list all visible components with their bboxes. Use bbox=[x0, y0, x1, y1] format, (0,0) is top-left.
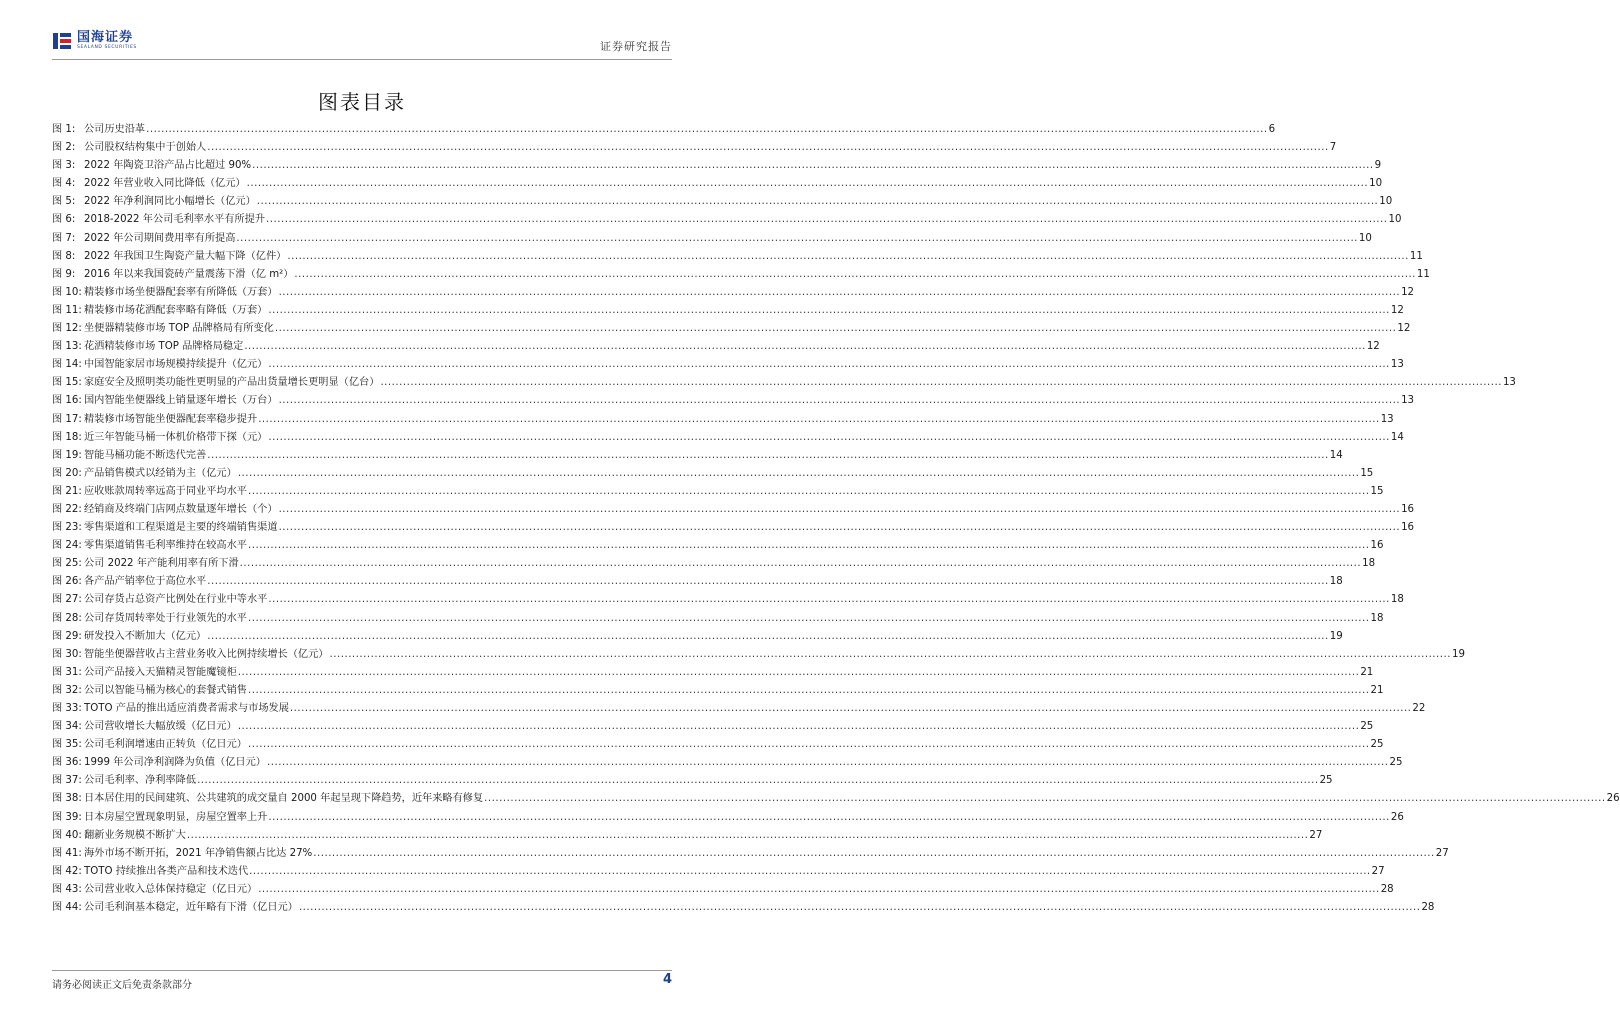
toc-entry-page[interactable]: 11 bbox=[1409, 250, 1423, 262]
toc-entry-page[interactable]: 25 bbox=[1360, 721, 1374, 733]
toc-entry[interactable] bbox=[52, 248, 1423, 266]
toc-entry-title[interactable]: 翻新业务规模不断扩大 bbox=[84, 829, 186, 841]
toc-entry[interactable] bbox=[52, 211, 1402, 229]
toc-entry-page[interactable]: 22 bbox=[1412, 703, 1426, 714]
toc-leader-dots bbox=[484, 790, 1606, 808]
toc-entry-title[interactable]: TOTO 持续推出各类产品和技术迭代 bbox=[84, 865, 249, 877]
disclaimer-note: 请务必阅读正文后免责条款部分 bbox=[52, 980, 192, 991]
toc-leader-dots bbox=[268, 809, 1390, 827]
toc-entry-title[interactable]: 产品销售模式以经销为主（亿元） bbox=[84, 467, 237, 479]
toc-leader-dots bbox=[207, 573, 1329, 591]
toc-entry-label: 图 8: bbox=[52, 250, 76, 262]
toc-entry[interactable] bbox=[52, 664, 1374, 682]
toc-leader-dots bbox=[248, 736, 1370, 754]
toc-entry-title[interactable]: 坐便器精装修市场 TOP 品牌格局有所变化 bbox=[84, 323, 274, 335]
toc-entry-title[interactable]: 2018-2022 年公司毛利率水平有所提升 bbox=[84, 214, 266, 226]
toc-leader-dots bbox=[238, 465, 1360, 483]
toc-entry-label: 图 26: bbox=[52, 576, 82, 588]
toc-entry-page[interactable]: 21 bbox=[1370, 684, 1384, 696]
toc-entry[interactable] bbox=[52, 411, 1394, 429]
toc-entry-page[interactable]: 10 bbox=[1388, 214, 1402, 226]
toc-entry[interactable] bbox=[52, 121, 1276, 139]
toc-entry[interactable] bbox=[52, 302, 1404, 320]
toc-entry-label: 图 23: bbox=[52, 522, 82, 534]
logo-name-cn: 国海证券 bbox=[77, 30, 134, 46]
toc-entry[interactable] bbox=[52, 374, 1516, 392]
toc-entry-page[interactable]: 21 bbox=[1360, 666, 1374, 678]
sealand-logo-icon bbox=[52, 31, 72, 51]
toc-entry-title[interactable]: 中国智能家居市场规模持续提升（亿元） bbox=[84, 359, 268, 371]
toc-entry-title[interactable]: 近三年智能马桶一体机价格带下探（元） bbox=[84, 431, 268, 443]
header-divider bbox=[52, 59, 672, 60]
toc-leader-dots bbox=[268, 356, 1390, 374]
logo-name-en: SEALAND SECURITIES bbox=[77, 45, 137, 51]
toc-entry-title[interactable]: 公司营收增长大幅放缓（亿日元） bbox=[84, 721, 237, 733]
toc-entry-label: 图 6: bbox=[52, 214, 76, 226]
toc-entry-label: 图 31: bbox=[52, 666, 82, 678]
toc-entry[interactable] bbox=[52, 700, 1426, 718]
toc-entry-label: 图 35: bbox=[52, 739, 82, 751]
toc-entry[interactable] bbox=[52, 338, 1380, 356]
toc-entry-label: 图 9: bbox=[52, 268, 76, 280]
toc-entry-page[interactable]: 16 bbox=[1370, 540, 1384, 552]
toc-leader-dots bbox=[279, 284, 1401, 302]
toc-leader-dots bbox=[268, 429, 1390, 447]
toc-entry-page[interactable]: 16 bbox=[1401, 503, 1415, 515]
toc-entry-title[interactable]: 精装修市场花洒配套率略有降低（万套） bbox=[84, 304, 268, 316]
report-type: 证券研究报告 bbox=[600, 40, 672, 53]
toc-entry-label: 图 5: bbox=[52, 196, 76, 208]
toc-entry-title[interactable]: 日本居住用的民间建筑、公共建筑的成交量自 2000 年起呈现下降趋势，近年来略有修复 bbox=[84, 793, 484, 805]
toc-entry[interactable] bbox=[52, 356, 1404, 374]
toc-entry-label: 图 22: bbox=[52, 503, 82, 515]
toc-entry-title[interactable]: 公司股权结构集中于创始人 bbox=[84, 142, 207, 154]
toc-leader-dots bbox=[252, 157, 1374, 175]
toc-entry[interactable] bbox=[52, 718, 1374, 736]
toc-entry-title[interactable]: 公司存货占总资产比例处在行业中等水平 bbox=[84, 594, 268, 606]
toc-leader-dots bbox=[247, 175, 1369, 193]
toc-leader-dots bbox=[279, 501, 1401, 519]
toc-entry[interactable] bbox=[52, 754, 1403, 772]
toc-entry-label: 图 11: bbox=[52, 304, 82, 316]
toc-entry-title[interactable]: 2022 年我国卫生陶瓷产量大幅下降（亿件） bbox=[84, 250, 287, 262]
toc-entry[interactable] bbox=[52, 809, 1404, 827]
toc-entry-page[interactable]: 12 bbox=[1390, 304, 1404, 316]
toc-leader-dots bbox=[238, 664, 1360, 682]
toc-entry-page[interactable]: 19 bbox=[1452, 648, 1465, 660]
toc-entry-page[interactable]: 18 bbox=[1390, 594, 1404, 606]
toc-entry-label: 图 41: bbox=[52, 847, 82, 859]
toc-leader-dots bbox=[207, 447, 1329, 465]
toc-entry[interactable] bbox=[52, 899, 1435, 917]
toc-entry-page[interactable]: 27 bbox=[1435, 847, 1449, 859]
toc-entry-title[interactable]: 海外市场不断开拓，2021 年净销售额占比达 27% bbox=[84, 847, 313, 859]
toc-entry-label: 图 7: bbox=[52, 232, 76, 244]
toc-entry-label: 图 33: bbox=[52, 703, 82, 714]
toc-entry-page[interactable]: 9 bbox=[1374, 160, 1382, 172]
toc-entry-title[interactable]: 花洒精装修市场 TOP 品牌格局稳定 bbox=[84, 341, 244, 353]
toc-entry[interactable] bbox=[52, 736, 1384, 754]
figure-toc-list bbox=[52, 121, 1620, 917]
toc-entry-label: 图 38: bbox=[52, 793, 82, 805]
toc-entry[interactable] bbox=[52, 772, 1333, 790]
toc-entry-title[interactable]: 公司以智能马桶为核心的套餐式销售 bbox=[84, 684, 247, 696]
toc-leader-dots bbox=[249, 863, 1371, 881]
toc-entry[interactable] bbox=[52, 573, 1343, 591]
toc-leader-dots bbox=[248, 682, 1370, 700]
toc-entry-page[interactable]: 25 bbox=[1319, 775, 1333, 787]
toc-entry-page[interactable]: 16 bbox=[1401, 522, 1415, 534]
toc-entry[interactable] bbox=[52, 266, 1430, 284]
toc-entry[interactable] bbox=[52, 790, 1620, 808]
toc-entry-label: 图 39: bbox=[52, 811, 82, 823]
company-logo bbox=[52, 30, 137, 52]
toc-entry[interactable] bbox=[52, 193, 1393, 211]
toc-leader-dots bbox=[294, 266, 1416, 284]
toc-entry-title[interactable]: 零售渠道和工程渠道是主要的终端销售渠道 bbox=[84, 522, 278, 534]
toc-entry-page[interactable]: 15 bbox=[1360, 467, 1374, 479]
toc-entry-title[interactable]: 精装修市场智能坐便器配套率稳步提升 bbox=[84, 413, 258, 425]
toc-entry-page[interactable]: 7 bbox=[1329, 142, 1337, 154]
toc-entry-page[interactable]: 12 bbox=[1397, 323, 1411, 335]
toc-entry-title[interactable]: 2022 年营业收入同比降低（亿元） bbox=[84, 178, 246, 190]
toc-entry[interactable] bbox=[52, 881, 1394, 899]
toc-entry-label: 图 44: bbox=[52, 902, 82, 914]
toc-entry-label: 图 20: bbox=[52, 467, 82, 479]
toc-entry-page[interactable]: 19 bbox=[1329, 630, 1343, 642]
toc-entry-label: 图 12: bbox=[52, 323, 82, 335]
toc-entry-title[interactable]: 2022 年公司期间费用率有所提高 bbox=[84, 232, 236, 244]
toc-entry[interactable] bbox=[52, 591, 1404, 609]
toc-entry[interactable] bbox=[52, 320, 1411, 338]
toc-entry-page[interactable]: 13 bbox=[1380, 413, 1394, 425]
toc-entry-label: 图 21: bbox=[52, 485, 82, 497]
toc-entry[interactable] bbox=[52, 157, 1382, 175]
toc-entry-label: 图 30: bbox=[52, 648, 82, 660]
toc-entry-title[interactable]: 公司历史沿革 bbox=[84, 124, 146, 135]
toc-entry-page[interactable]: 18 bbox=[1362, 558, 1376, 570]
toc-entry-title[interactable]: 精装修市场坐便器配套率有所降低（万套） bbox=[84, 286, 278, 298]
toc-leader-dots bbox=[257, 193, 1379, 211]
toc-entry-page[interactable]: 28 bbox=[1421, 902, 1435, 914]
toc-entry-title[interactable]: 研发投入不断加大（亿元） bbox=[84, 630, 207, 642]
toc-entry-page[interactable]: 10 bbox=[1358, 232, 1372, 244]
toc-leader-dots bbox=[313, 845, 1435, 863]
toc-entry[interactable] bbox=[52, 429, 1404, 447]
toc-leader-dots bbox=[248, 610, 1370, 628]
toc-entry[interactable] bbox=[52, 863, 1385, 881]
toc-entry[interactable] bbox=[52, 827, 1323, 845]
toc-leader-dots bbox=[236, 230, 1358, 248]
toc-entry-page[interactable]: 13 bbox=[1390, 359, 1404, 371]
toc-entry-label: 图 13: bbox=[52, 341, 82, 353]
toc-entry[interactable] bbox=[52, 139, 1337, 157]
toc-entry-label: 图 25: bbox=[52, 558, 82, 570]
toc-leader-dots bbox=[207, 139, 1329, 157]
toc-entry[interactable] bbox=[52, 845, 1449, 863]
toc-entry[interactable] bbox=[52, 483, 1384, 501]
toc-entry-label: 图 32: bbox=[52, 684, 82, 696]
toc-entry[interactable] bbox=[52, 501, 1415, 519]
toc-entry-title[interactable]: 经销商及终端门店网点数量逐年增长（个） bbox=[84, 503, 278, 515]
toc-entry-title[interactable]: 2016 年以来我国瓷砖产量震荡下滑（亿 m²） bbox=[84, 268, 294, 280]
toc-entry-label: 图 27: bbox=[52, 594, 82, 606]
toc-entry-page[interactable]: 12 bbox=[1401, 286, 1415, 298]
toc-entry-title[interactable]: 2022 年净利润同比小幅增长（亿元） bbox=[84, 196, 256, 208]
toc-entry-page[interactable]: 26 bbox=[1606, 793, 1620, 805]
toc-leader-dots bbox=[244, 338, 1366, 356]
toc-entry-title[interactable]: 公司毛利润增速由正转负（亿日元） bbox=[84, 739, 247, 751]
toc-leader-dots bbox=[287, 248, 1409, 266]
page-header bbox=[52, 26, 672, 60]
toc-entry-label: 图 17: bbox=[52, 413, 82, 425]
toc-entry-page[interactable]: 18 bbox=[1370, 612, 1384, 624]
toc-entry-label: 图 15: bbox=[52, 377, 82, 389]
toc-entry[interactable] bbox=[52, 284, 1415, 302]
toc-leader-dots bbox=[207, 628, 1329, 646]
toc-entry-page[interactable]: 26 bbox=[1390, 811, 1404, 823]
toc-leader-dots bbox=[266, 211, 1388, 229]
toc-entry-label: 图 14: bbox=[52, 359, 82, 371]
toc-entry-label: 图 42: bbox=[52, 865, 82, 877]
toc-leader-dots bbox=[275, 320, 1397, 338]
toc-entry[interactable] bbox=[52, 610, 1384, 628]
toc-entry-title[interactable]: 智能坐便器营收占主营业务收入比例持续增长（亿元） bbox=[84, 648, 329, 660]
toc-entry-page[interactable]: 25 bbox=[1389, 757, 1403, 769]
toc-entry-label: 图 29: bbox=[52, 630, 82, 642]
toc-entry[interactable] bbox=[52, 392, 1415, 410]
toc-entry[interactable] bbox=[52, 465, 1374, 483]
footer-divider bbox=[52, 970, 672, 971]
toc-leader-dots bbox=[197, 772, 1319, 790]
toc-entry-page[interactable]: 18 bbox=[1329, 576, 1343, 588]
toc-entry-page[interactable]: 10 bbox=[1369, 178, 1383, 190]
toc-entry-page[interactable]: 14 bbox=[1329, 449, 1343, 461]
toc-entry-page[interactable]: 28 bbox=[1380, 883, 1394, 895]
toc-entry-page[interactable]: 11 bbox=[1416, 268, 1430, 280]
toc-entry-label: 图 40: bbox=[52, 829, 82, 841]
toc-entry-label: 图 37: bbox=[52, 775, 82, 787]
toc-entry[interactable] bbox=[52, 230, 1372, 248]
toc-entry-title[interactable]: 公司毛利率、净利率降低 bbox=[84, 775, 197, 787]
toc-entry-page[interactable]: 27 bbox=[1309, 829, 1323, 841]
toc-leader-dots bbox=[290, 700, 1412, 718]
toc-entry-label: 图 4: bbox=[52, 178, 76, 190]
toc-entry-title[interactable]: 日本房屋空置现象明显，房屋空置率上升 bbox=[84, 811, 268, 823]
toc-entry[interactable] bbox=[52, 682, 1384, 700]
toc-entry-page[interactable]: 13 bbox=[1401, 395, 1415, 407]
toc-entry-title[interactable]: 公司毛利润基本稳定，近年略有下滑（亿日元） bbox=[84, 902, 298, 914]
toc-entry-page[interactable]: 6 bbox=[1268, 124, 1276, 135]
toc-entry-title[interactable]: 应收账款周转率远高于同业平均水平 bbox=[84, 485, 247, 497]
toc-leader-dots bbox=[279, 519, 1401, 537]
toc-entry-label: 图 3: bbox=[52, 160, 76, 172]
toc-leader-dots bbox=[258, 881, 1380, 899]
toc-entry-title[interactable]: 公司 2022 年产能利用率有所下滑 bbox=[84, 558, 239, 570]
toc-entry-title[interactable]: 智能马桶功能不断迭代完善 bbox=[84, 449, 207, 461]
toc-entry-title[interactable]: 1999 年公司净利润降为负值（亿日元） bbox=[84, 757, 266, 769]
toc-leader-dots bbox=[187, 827, 1309, 845]
toc-entry[interactable] bbox=[52, 175, 1383, 193]
toc-entry-title[interactable]: 家庭安全及照明类功能性更明显的产品出货量增长更明显（亿台） bbox=[84, 377, 380, 389]
toc-leader-dots bbox=[279, 392, 1401, 410]
toc-leader-dots bbox=[240, 555, 1362, 573]
toc-entry-page[interactable]: 13 bbox=[1502, 377, 1516, 389]
toc-leader-dots bbox=[299, 899, 1421, 917]
toc-entry-label: 图 19: bbox=[52, 449, 82, 461]
toc-leader-dots bbox=[268, 302, 1390, 320]
toc-entry-label: 图 1: bbox=[52, 124, 76, 135]
toc-entry-label: 图 18: bbox=[52, 431, 82, 443]
toc-entry-page[interactable]: 10 bbox=[1379, 196, 1393, 208]
toc-entry-title[interactable]: 零售渠道销售毛利率维持在较高水平 bbox=[84, 540, 247, 552]
toc-leader-dots bbox=[268, 591, 1390, 609]
toc-entry-page[interactable]: 14 bbox=[1390, 431, 1404, 443]
toc-leader-dots bbox=[267, 754, 1389, 772]
toc-entry[interactable] bbox=[52, 519, 1415, 537]
toc-entry-title[interactable]: 公司营业收入总体保持稳定（亿日元） bbox=[84, 883, 258, 895]
toc-entry-label: 图 43: bbox=[52, 883, 82, 895]
toc-entry-title[interactable]: 各产品产销率位于高位水平 bbox=[84, 576, 207, 588]
toc-entry[interactable] bbox=[52, 537, 1384, 555]
toc-leader-dots bbox=[330, 646, 1452, 664]
toc-entry[interactable] bbox=[52, 447, 1343, 465]
toc-entry[interactable] bbox=[52, 646, 1465, 664]
toc-entry-title[interactable]: 公司产品接入天猫精灵智能魔镜柜 bbox=[84, 666, 237, 678]
toc-entry-label: 图 34: bbox=[52, 721, 82, 733]
toc-entry-label: 图 2: bbox=[52, 142, 76, 154]
toc-entry-title[interactable]: TOTO 产品的推出适应消费者需求与市场发展 bbox=[84, 703, 289, 714]
toc-leader-dots bbox=[380, 374, 1502, 392]
toc-entry-title[interactable]: 2022 年陶瓷卫浴产品占比超过 90% bbox=[84, 160, 252, 172]
toc-entry[interactable] bbox=[52, 628, 1343, 646]
toc-entry-label: 图 10: bbox=[52, 286, 82, 298]
page-number: 4 bbox=[662, 972, 672, 987]
toc-entry[interactable] bbox=[52, 555, 1376, 573]
toc-leader-dots bbox=[146, 121, 1268, 139]
toc-entry-page[interactable]: 15 bbox=[1370, 485, 1384, 497]
toc-entry-page[interactable]: 25 bbox=[1370, 739, 1384, 751]
toc-entry-title[interactable]: 国内智能坐便器线上销量逐年增长（万台） bbox=[84, 395, 278, 407]
toc-entry-label: 图 36: bbox=[52, 757, 82, 769]
toc-entry-label: 图 16: bbox=[52, 395, 82, 407]
toc-entry-label: 图 28: bbox=[52, 612, 82, 624]
toc-leader-dots bbox=[238, 718, 1360, 736]
toc-leader-dots bbox=[248, 483, 1370, 501]
toc-entry-page[interactable]: 27 bbox=[1371, 865, 1385, 877]
toc-entry-title[interactable]: 公司存货周转率处于行业领先的水平 bbox=[84, 612, 247, 624]
toc-entry-page[interactable]: 12 bbox=[1366, 341, 1380, 353]
toc-leader-dots bbox=[258, 411, 1380, 429]
page-title: 图表目录 bbox=[318, 90, 406, 114]
toc-entry-label: 图 24: bbox=[52, 540, 82, 552]
toc-leader-dots bbox=[248, 537, 1370, 555]
